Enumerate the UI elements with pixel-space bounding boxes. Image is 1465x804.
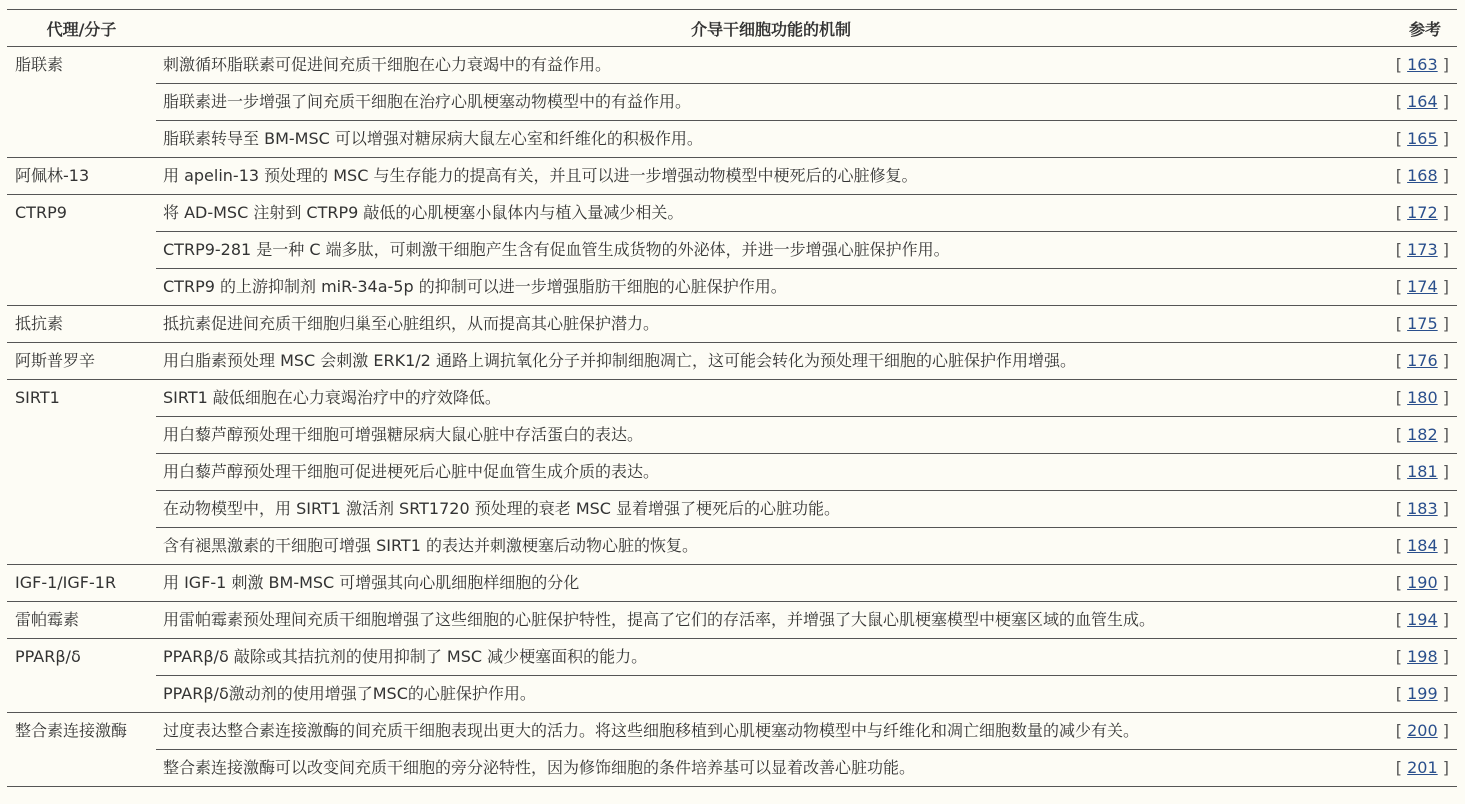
reference-cell: [ 190 ] — [1386, 565, 1457, 602]
table-row — [7, 676, 1457, 713]
reference-cell: [ 181 ] — [1386, 454, 1457, 491]
mechanism-cell: SIRT1 敲低细胞在心力衰竭治疗中的疗效降低。 — [156, 380, 1386, 417]
header-ref: 参考 — [1386, 10, 1457, 47]
mechanism-cell: 过度表达整合素连接激酶的间充质干细胞表现出更大的活力。将这些细胞移植到心肌梗塞动物模型中与纤维化和凋亡细胞数量的减少有关。 — [156, 713, 1386, 750]
reference-cell: [ 200 ] — [1386, 713, 1457, 750]
table-row — [7, 380, 1457, 417]
agent-cell: CTRP9 — [7, 195, 156, 306]
reference-link[interactable]: 198 — [1407, 647, 1438, 666]
agent-cell: 整合素连接激酶 — [7, 713, 156, 787]
reference-link[interactable]: 201 — [1407, 758, 1438, 777]
reference-link[interactable]: 176 — [1407, 351, 1438, 370]
reference-link[interactable]: 165 — [1407, 129, 1438, 148]
agent-cell: 抵抗素 — [7, 306, 156, 343]
mechanism-cell: 在动物模型中，用 SIRT1 激活剂 SRT1720 预处理的衰老 MSC 显着增强了梗死后的心脏功能。 — [156, 491, 1386, 528]
reference-link[interactable]: 174 — [1407, 277, 1438, 296]
mechanism-cell: 用白藜芦醇预处理干细胞可增强糖尿病大鼠心脏中存活蛋白的表达。 — [156, 417, 1386, 454]
reference-link[interactable]: 199 — [1407, 684, 1438, 703]
agent-cell: 脂联素 — [7, 47, 156, 158]
table-row — [7, 602, 1457, 639]
mechanism-cell: 用 IGF-1 刺激 BM-MSC 可增强其向心肌细胞样细胞的分化 — [156, 565, 1386, 602]
table-row — [7, 269, 1457, 306]
reference-cell: [ 199 ] — [1386, 676, 1457, 713]
mechanism-cell: 用白藜芦醇预处理干细胞可促进梗死后心脏中促血管生成介质的表达。 — [156, 454, 1386, 491]
table-row — [7, 491, 1457, 528]
reference-cell: [ 172 ] — [1386, 195, 1457, 232]
reference-cell: [ 201 ] — [1386, 750, 1457, 787]
mechanism-cell: 用 apelin-13 预处理的 MSC 与生存能力的提高有关，并且可以进一步增强动物模型中梗死后的心脏修复。 — [156, 158, 1386, 195]
mechanism-cell: CTRP9-281 是一种 C 端多肽，可刺激干细胞产生含有促血管生成货物的外泌体，并进一步增强心脏保护作用。 — [156, 232, 1386, 269]
mechanism-cell: 刺激循环脂联素可促进间充质干细胞在心力衰竭中的有益作用。 — [156, 47, 1386, 84]
mechanism-cell: PPARβ/δ激动剂的使用增强了MSC的心脏保护作用。 — [156, 676, 1386, 713]
reference-link[interactable]: 194 — [1407, 610, 1438, 629]
mechanism-cell: PPARβ/δ 敲除或其拮抗剂的使用抑制了 MSC 减少梗塞面积的能力。 — [156, 639, 1386, 676]
reference-link[interactable]: 164 — [1407, 92, 1438, 111]
table-row — [7, 84, 1457, 121]
reference-cell: [ 164 ] — [1386, 84, 1457, 121]
reference-link[interactable]: 182 — [1407, 425, 1438, 444]
agent-cell: PPARβ/δ — [7, 639, 156, 713]
agent-cell: SIRT1 — [7, 380, 156, 565]
table-row — [7, 417, 1457, 454]
reference-cell: [ 176 ] — [1386, 343, 1457, 380]
reference-link[interactable]: 168 — [1407, 166, 1438, 185]
mechanism-cell: 整合素连接激酶可以改变间充质干细胞的旁分泌特性，因为修饰细胞的条件培养基可以显着改善心脏功能。 — [156, 750, 1386, 787]
reference-link[interactable]: 163 — [1407, 55, 1438, 74]
reference-link[interactable]: 180 — [1407, 388, 1438, 407]
reference-link[interactable]: 172 — [1407, 203, 1438, 222]
reference-cell: [ 165 ] — [1386, 121, 1457, 158]
reference-cell: [ 194 ] — [1386, 602, 1457, 639]
table-row — [7, 565, 1457, 602]
reference-cell: [ 168 ] — [1386, 158, 1457, 195]
reference-cell: [ 184 ] — [1386, 528, 1457, 565]
agent-cell: 阿斯普罗辛 — [7, 343, 156, 380]
reference-cell: [ 163 ] — [1386, 47, 1457, 84]
mechanism-cell: 含有褪黑激素的干细胞可增强 SIRT1 的表达并刺激梗塞后动物心脏的恢复。 — [156, 528, 1386, 565]
agent-cell: 阿佩林-13 — [7, 158, 156, 195]
table-row — [7, 158, 1457, 195]
reference-link[interactable]: 181 — [1407, 462, 1438, 481]
reference-link[interactable]: 184 — [1407, 536, 1438, 555]
reference-cell: [ 175 ] — [1386, 306, 1457, 343]
mechanism-cell: 用白脂素预处理 MSC 会刺激 ERK1/2 通路上调抗氧化分子并抑制细胞凋亡，这可能会转化为预处理干细胞的心脏保护作用增强。 — [156, 343, 1386, 380]
mechanism-table — [7, 9, 1457, 787]
reference-cell: [ 173 ] — [1386, 232, 1457, 269]
header-agent: 代理/分子 — [7, 10, 156, 47]
reference-cell: [ 182 ] — [1386, 417, 1457, 454]
table-row — [7, 47, 1457, 84]
mechanism-cell: CTRP9 的上游抑制剂 miR-34a-5p 的抑制可以进一步增强脂肪干细胞的心脏保护作用。 — [156, 269, 1386, 306]
table-container — [7, 9, 1457, 787]
reference-cell: [ 174 ] — [1386, 269, 1457, 306]
table-row — [7, 306, 1457, 343]
reference-cell: [ 198 ] — [1386, 639, 1457, 676]
agent-cell: 雷帕霉素 — [7, 602, 156, 639]
reference-link[interactable]: 175 — [1407, 314, 1438, 333]
agent-cell: IGF-1/IGF-1R — [7, 565, 156, 602]
mechanism-cell: 将 AD-MSC 注射到 CTRP9 敲低的心肌梗塞小鼠体内与植入量减少相关。 — [156, 195, 1386, 232]
mechanism-cell: 脂联素进一步增强了间充质干细胞在治疗心肌梗塞动物模型中的有益作用。 — [156, 84, 1386, 121]
reference-link[interactable]: 200 — [1407, 721, 1438, 740]
table-row — [7, 713, 1457, 750]
table-header-row — [7, 10, 1457, 47]
table-row — [7, 195, 1457, 232]
table-row — [7, 454, 1457, 491]
table-row — [7, 121, 1457, 158]
table-row — [7, 528, 1457, 565]
reference-link[interactable]: 183 — [1407, 499, 1438, 518]
reference-cell: [ 183 ] — [1386, 491, 1457, 528]
mechanism-cell: 用雷帕霉素预处理间充质干细胞增强了这些细胞的心脏保护特性，提高了它们的存活率，并增强了大鼠心肌梗塞模型中梗塞区域的血管生成。 — [156, 602, 1386, 639]
reference-link[interactable]: 190 — [1407, 573, 1438, 592]
table-row — [7, 750, 1457, 787]
reference-cell: [ 180 ] — [1386, 380, 1457, 417]
table-row — [7, 232, 1457, 269]
mechanism-cell: 脂联素转导至 BM-MSC 可以增强对糖尿病大鼠左心室和纤维化的积极作用。 — [156, 121, 1386, 158]
header-mechanism: 介导干细胞功能的机制 — [156, 10, 1386, 47]
reference-link[interactable]: 173 — [1407, 240, 1438, 259]
table-row — [7, 639, 1457, 676]
mechanism-cell: 抵抗素促进间充质干细胞归巢至心脏组织，从而提高其心脏保护潜力。 — [156, 306, 1386, 343]
table-body — [7, 47, 1457, 787]
table-row — [7, 343, 1457, 380]
